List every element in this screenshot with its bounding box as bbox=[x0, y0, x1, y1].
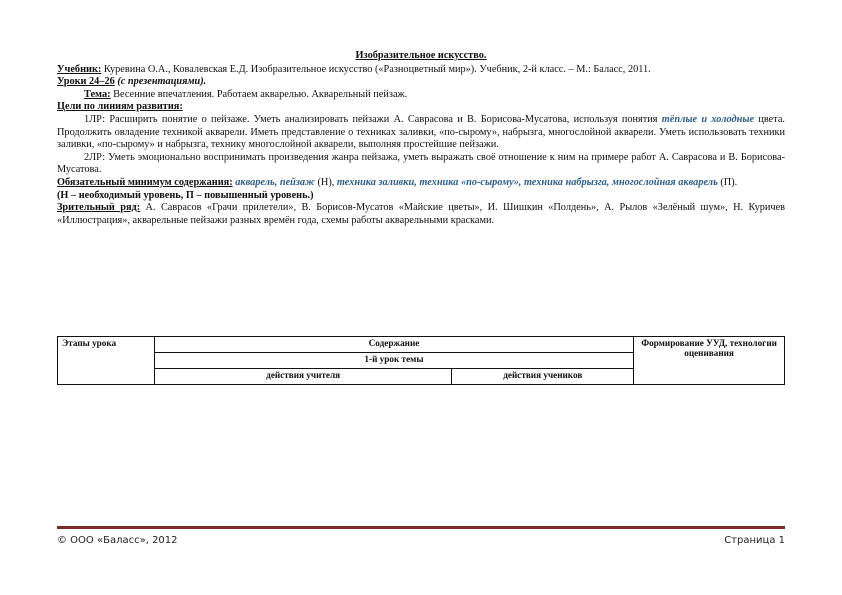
footer-copyright: © ООО «Баласс», 2012 bbox=[57, 535, 178, 546]
footer-page-number: Страница 1 bbox=[724, 535, 785, 546]
minimum-level-n: (Н), bbox=[314, 176, 337, 188]
theme-line bbox=[57, 89, 785, 102]
theme-label: Тема: bbox=[84, 88, 111, 100]
visual-line bbox=[57, 202, 785, 227]
textbook-line bbox=[57, 64, 785, 77]
footer-divider bbox=[57, 526, 785, 529]
lesson-1-row: 1-й урок темы bbox=[154, 353, 633, 369]
textbook-label: Учебник: bbox=[57, 63, 102, 75]
header-stages: Этапы урока bbox=[58, 337, 155, 385]
minimum-label: Обязательный минимум содержания: bbox=[57, 176, 233, 188]
minimum-terms-1: акварель, пейзаж bbox=[235, 176, 315, 188]
header-teacher-actions: действия учителя bbox=[154, 369, 452, 385]
lessons-note: (с презентациями). bbox=[117, 76, 207, 88]
minimum-level-p: (П). bbox=[717, 176, 738, 188]
visual-text: А. Саврасов «Грачи прилетели», В. Борисов-Мусатов «Майские цветы», И. Шишкин «Полдень», А. Рылов «Зелёный шум», Н. Куричев «Иллюстрация», акварельные пейзажи разных времён года, схемы работы акварельными красками. bbox=[57, 202, 785, 226]
minimum-terms-2: техника заливки, техника «по-сырому», техника набрызга, многослойная акварель bbox=[336, 176, 718, 188]
document-title: Изобразительное искусство. bbox=[355, 50, 487, 61]
goal-1-part-a: 1ЛР: Расширить понятие о пейзаже. Уметь анализировать пейзажи А. Саврасова и В. Борисова-Мусатова, используя понятия bbox=[84, 113, 662, 125]
textbook-text: Куревина О.А., Ковалевская Е.Д. Изобразительное искусство («Разноцветный мир»). Учебник, 2-й класс. – М.: Баласс, 2011. bbox=[101, 63, 651, 75]
levels-note: (Н – необходимый уровень, П – повышенный уровень.) bbox=[57, 189, 314, 201]
lessons-line bbox=[57, 76, 785, 89]
header-student-actions: действия учеников bbox=[452, 369, 634, 385]
header-content: Содержание bbox=[154, 337, 633, 353]
goal-1-part-b: цвета. Продолжить овладение техникой акварели. Иметь представление о техниках заливки, «по-сырому», набрызга, многослойной акварели. Уметь использовать техники заливки, «по-сырому» и набрызга, технику многослойной акварели, выполняя простейшие пейзажи. bbox=[57, 113, 785, 151]
document-body bbox=[57, 50, 785, 227]
goal-1 bbox=[57, 114, 785, 152]
lessons-label: Уроки 24–26 bbox=[57, 76, 115, 88]
minimum-line bbox=[57, 177, 785, 190]
goal-2: 2ЛР: Уметь эмоционально воспринимать произведения жанра пейзажа, уметь выражать своё отношение к ним на примере работ А. Саврасова и В. Борисова-Мусатова. bbox=[57, 151, 785, 176]
goals-label: Цели по линиям развития: bbox=[57, 101, 183, 113]
lesson-table bbox=[57, 336, 785, 385]
goal-1-term: тёплые и холодные bbox=[661, 113, 755, 125]
theme-text: Весенние впечатления. Работаем акварелью. Акварельный пейзаж. bbox=[110, 88, 408, 100]
header-uud: Формирование УУД, технологии оценивания bbox=[634, 337, 785, 385]
visual-label: Зрительный ряд: bbox=[57, 202, 141, 214]
goals-heading bbox=[57, 101, 785, 114]
